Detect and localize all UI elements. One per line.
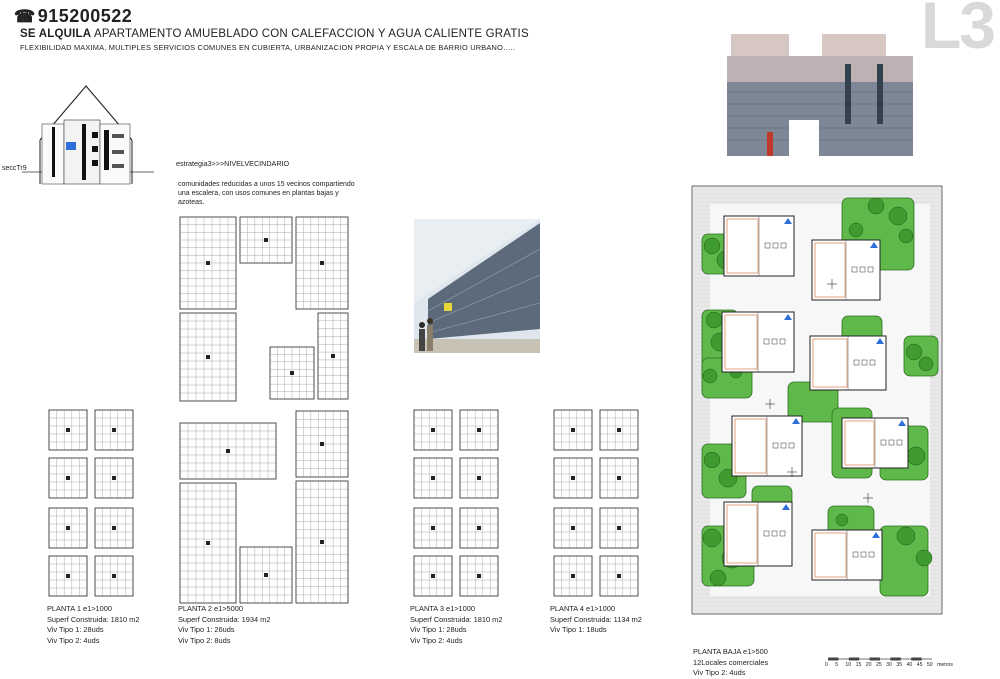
housing-block — [460, 508, 498, 548]
commercial-unit — [724, 502, 792, 566]
housing-block — [554, 508, 592, 548]
commercial-unit — [732, 416, 802, 476]
subline: FLEXIBILIDAD MAXIMA, MULTIPLES SERVICIOS COMUNES EN CUBIERTA, URBANIZACION PROPIA Y ESCALA DE BARRIO URBANO….. — [20, 43, 516, 52]
housing-block — [600, 556, 638, 596]
housing-block — [460, 410, 498, 450]
housing-block — [414, 508, 452, 548]
housing-block — [180, 423, 276, 479]
housing-block — [95, 556, 133, 596]
housing-block — [296, 411, 348, 477]
housing-block — [49, 458, 87, 498]
housing-block — [95, 410, 133, 450]
tree — [907, 447, 925, 465]
tree — [897, 527, 915, 545]
tree — [706, 312, 722, 328]
tree — [868, 198, 884, 214]
housing-block — [240, 547, 292, 603]
commercial-unit — [724, 216, 794, 276]
building-elevation-render — [727, 34, 917, 156]
housing-block — [49, 410, 87, 450]
tree — [704, 238, 720, 254]
plan-4-caption: PLANTA 4 e1>1000 Superf Construida: 1134 m2 Viv Tipo 1: 18uds — [550, 604, 642, 634]
headline-rest: APARTAMENTO AMUEBLADO CON CALEFACCION Y AGUA CALIENTE GRATIS — [91, 28, 529, 40]
housing-block — [49, 556, 87, 596]
tree — [899, 229, 913, 243]
plan-4-drawing — [550, 406, 642, 600]
tree — [836, 514, 848, 526]
housing-block — [554, 556, 592, 596]
perspective-render — [414, 219, 540, 353]
housing-block — [414, 458, 452, 498]
housing-block — [180, 483, 236, 603]
commercial-unit — [812, 530, 882, 580]
headline — [20, 28, 529, 40]
ground-floor-site-plan — [692, 186, 942, 616]
housing-block — [600, 410, 638, 450]
tree — [704, 452, 720, 468]
tree — [703, 369, 717, 383]
housing-block — [240, 217, 292, 263]
plan-3-caption: PLANTA 3 e1>1000 Superf Construida: 1810 m2 Viv Tipo 1: 28uds Viv Tipo 2: 4uds — [410, 604, 503, 645]
telephone-icon: ☎ — [14, 7, 36, 26]
headline-bold: SE ALQUILA — [20, 28, 92, 40]
commercial-unit — [810, 336, 886, 390]
commercial-unit — [812, 240, 880, 300]
section-label: seccTr9 — [2, 165, 27, 172]
housing-block — [180, 217, 236, 309]
tree — [906, 344, 922, 360]
tree — [849, 223, 863, 237]
building-section-drawing — [22, 84, 172, 184]
housing-block — [95, 508, 133, 548]
plan-2-drawing — [176, 215, 372, 605]
housing-block — [296, 217, 348, 309]
tree — [919, 357, 933, 371]
housing-block — [460, 458, 498, 498]
plan-2-caption: PLANTA 2 e1>5000 Superf Construida: 1934 m2 Viv Tipo 1: 26uds Viv Tipo 2: 8uds — [178, 604, 271, 645]
housing-block — [296, 481, 348, 603]
housing-block — [318, 313, 348, 399]
housing-block — [600, 458, 638, 498]
commercial-unit — [842, 418, 908, 468]
housing-block — [49, 508, 87, 548]
housing-block — [414, 410, 452, 450]
ground-floor-caption: PLANTA BAJA e1>500 12Locales comerciales Viv Tipo 2: 4uds — [693, 647, 769, 677]
housing-block — [554, 410, 592, 450]
commercial-unit — [722, 312, 794, 372]
strategy-title: estrategia3>>>NIVELVECINDARIO — [176, 159, 290, 168]
tree — [889, 207, 907, 225]
scale-bar-labels: 0 5 10 15 20 25 30 35 40 45 50 metros — [825, 662, 953, 668]
plan-1-drawing — [45, 406, 137, 600]
housing-block — [95, 458, 133, 498]
housing-block — [270, 347, 314, 399]
tree — [916, 550, 932, 566]
housing-block — [414, 556, 452, 596]
housing-block — [600, 508, 638, 548]
housing-block — [180, 313, 236, 401]
housing-block — [554, 458, 592, 498]
tree — [703, 529, 721, 547]
strategy-text: comunidades reducidas a unos 15 vecinos compartiendo una escalera, con usos comunes en plantas bajas y azoteas. — [178, 181, 355, 207]
phone-number: ☎ 915200522 — [14, 6, 133, 26]
sheet-code: L3 — [920, 0, 994, 62]
housing-block — [460, 556, 498, 596]
tree — [710, 570, 726, 586]
plan-3-drawing — [410, 406, 502, 600]
plan-1-caption: PLANTA 1 e1>1000 Superf Construida: 1810 m2 Viv Tipo 1: 28uds Viv Tipo 2: 4uds — [47, 604, 140, 645]
